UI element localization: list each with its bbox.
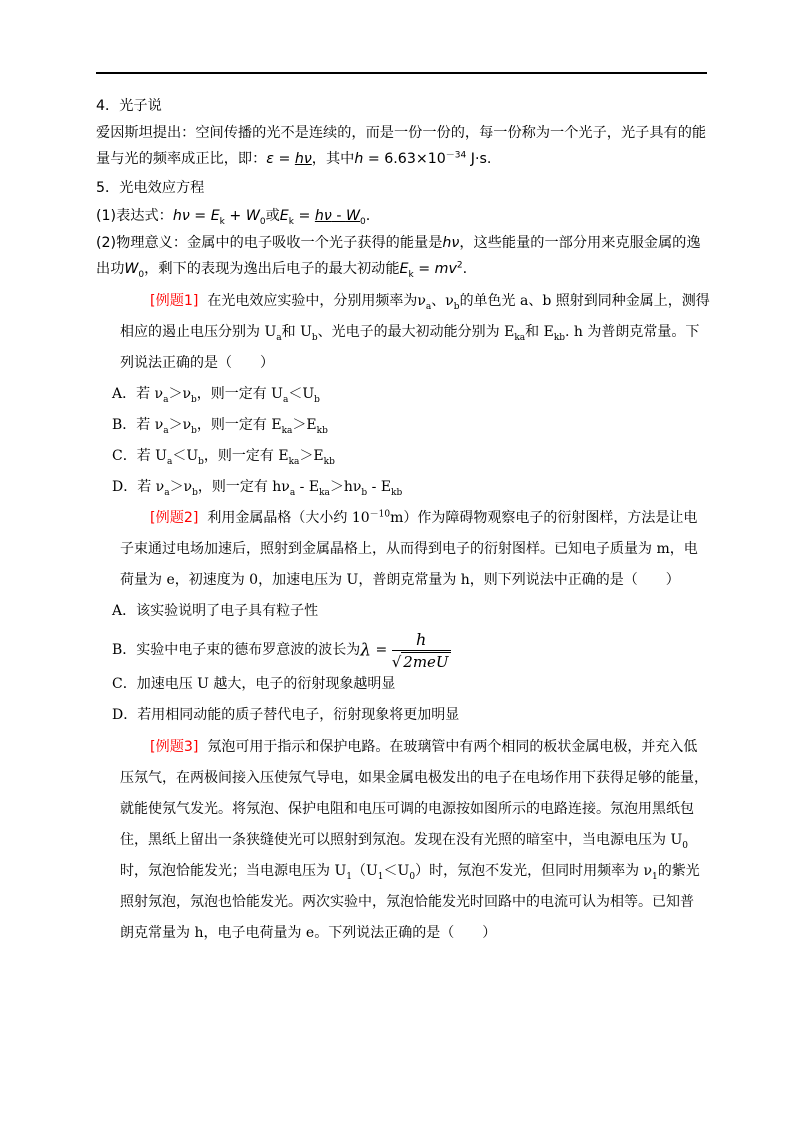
- example-1-option-a: A．若 $\nu_a>\nu_b$，则一定有 $U_a<U_b$: [112, 386, 320, 405]
- section-5-title: 5．光电效应方程: [96, 180, 205, 196]
- example-3-line2: 压氖气，在两极间接入压使氖气导电，如果金属电极发出的电子在电场作用下获得足够的能量，: [120, 770, 708, 786]
- wavelength-fraction: $\frac{h}{\text{√ 2meU}}$: [391, 630, 449, 672]
- example-3-line7: 朗克常量为 h，电子电荷量为 e。下列说法正确的是（ ）: [120, 925, 497, 941]
- example-1-option-b: B．若 $\nu_a>\nu_b$，则一定有 $E_{ka}>E_{kb}$: [112, 417, 328, 436]
- example-2-tag: [例题2]: [150, 510, 199, 526]
- example-3-line4: 住，黑纸上留出一条狭缝使光可以照射到氖泡。发现在没有光照的暗室中，当电源电压为 $U_0$: [120, 832, 688, 851]
- section-5-expression: (1)表达式：$h\nu = E_k + W_0$或$E_k = h\nu - W_0$.: [96, 208, 371, 227]
- example-2-option-c: C．加速电压 U 越大，电子的衍射现象越明显: [112, 676, 396, 692]
- example-3-line6: 照射氖泡，氖泡也恰能发光。两次实验中，氖泡恰能发光时回路中的电流可认为相等。已知普: [120, 894, 694, 910]
- header-rule: [96, 72, 707, 74]
- example-3-line5: 时，氖泡恰能发光；当电源电压为 $U_1(U_1<U_0)$时，氖泡不发光，但同时用频率为 $\nu_1$的紫光: [120, 863, 700, 882]
- example-3-line3: 就能使氖气发光。将氖泡、保护电阻和电压可调的电源按如图所示的电路连接。氖泡用黑纸包: [120, 801, 694, 817]
- example-1-line1: [例题1] 在光电效应实验中，分别用频率为$\nu_a$、$\nu_b$的单色光 a、b 照射到同种金属上，测得: [150, 293, 710, 312]
- example-2-line1: [例题2] 利用金属晶格（大小约 $10^{-10}m$）作为障碍物观察电子的衍射图样，方法是让电: [150, 509, 698, 526]
- example-2-line2: 子束通过电场加速后，照射到金属晶格上，从而得到电子的衍射图样。已知电子质量为 m，电: [120, 541, 698, 557]
- section-5-meaning-1: (2)物理意义：金属中的电子吸收一个光子获得的能量是hν，这些能量的一部分用来克服金属的逸: [96, 235, 701, 251]
- example-1-option-c: C．若 $U_a<U_b$，则一定有 $E_{ka}>E_{kb}$: [112, 448, 335, 467]
- section-4-line1: 爱因斯坦提出：空间传播的光不是连续的，而是一份一份的，每一份称为一个光子，光子具有的能: [96, 125, 707, 141]
- example-3-line1: [例题3] 氖泡可用于指示和保护电路。在玻璃管中有两个相同的板状金属电极，并充入低: [150, 739, 698, 755]
- example-1-option-d: D．若 $\nu_a>\nu_b$，则一定有 $h\nu_a - E_{ka}>h\nu_b - E_{kb}$: [112, 479, 403, 498]
- example-3-tag: [例题3]: [150, 739, 199, 755]
- example-1-tag: [例题1]: [150, 293, 199, 309]
- example-1-line3: 列说法正确的是（ ）: [120, 355, 274, 371]
- example-2-option-d: D．若用相同动能的质子替代电子，衍射现象将更加明显: [112, 707, 460, 723]
- example-2-option-a: A．该实验说明了电子具有粒子性: [112, 603, 319, 619]
- section-4-line2: 量与光的频率成正比，即：ε = hν，其中$h = 6.63\times 10^{-34}$ J·s.: [96, 150, 492, 167]
- example-1-line2: 相应的遏止电压分别为 $U_a$和 $U_b$、光电子的最大初动能分别为 $E_{ka}$和 $E_{kb}$. h 为普朗克常量。下: [120, 324, 700, 343]
- section-5-meaning-2: 出功$W_0$，剩下的表现为逸出后电子的最大初动能$E_k = mv^2$.: [96, 260, 468, 280]
- section-4-title: 4．光子说: [96, 98, 162, 114]
- example-2-option-b: B．实验中电子束的德布罗意波的波长为λ = $\frac{h}{\text{√ 2meU}}$: [112, 630, 449, 672]
- example-2-line3: 荷量为 e，初速度为 0，加速电压为 U，普朗克常量为 h，则下列说法中正确的是（ ）: [120, 572, 680, 588]
